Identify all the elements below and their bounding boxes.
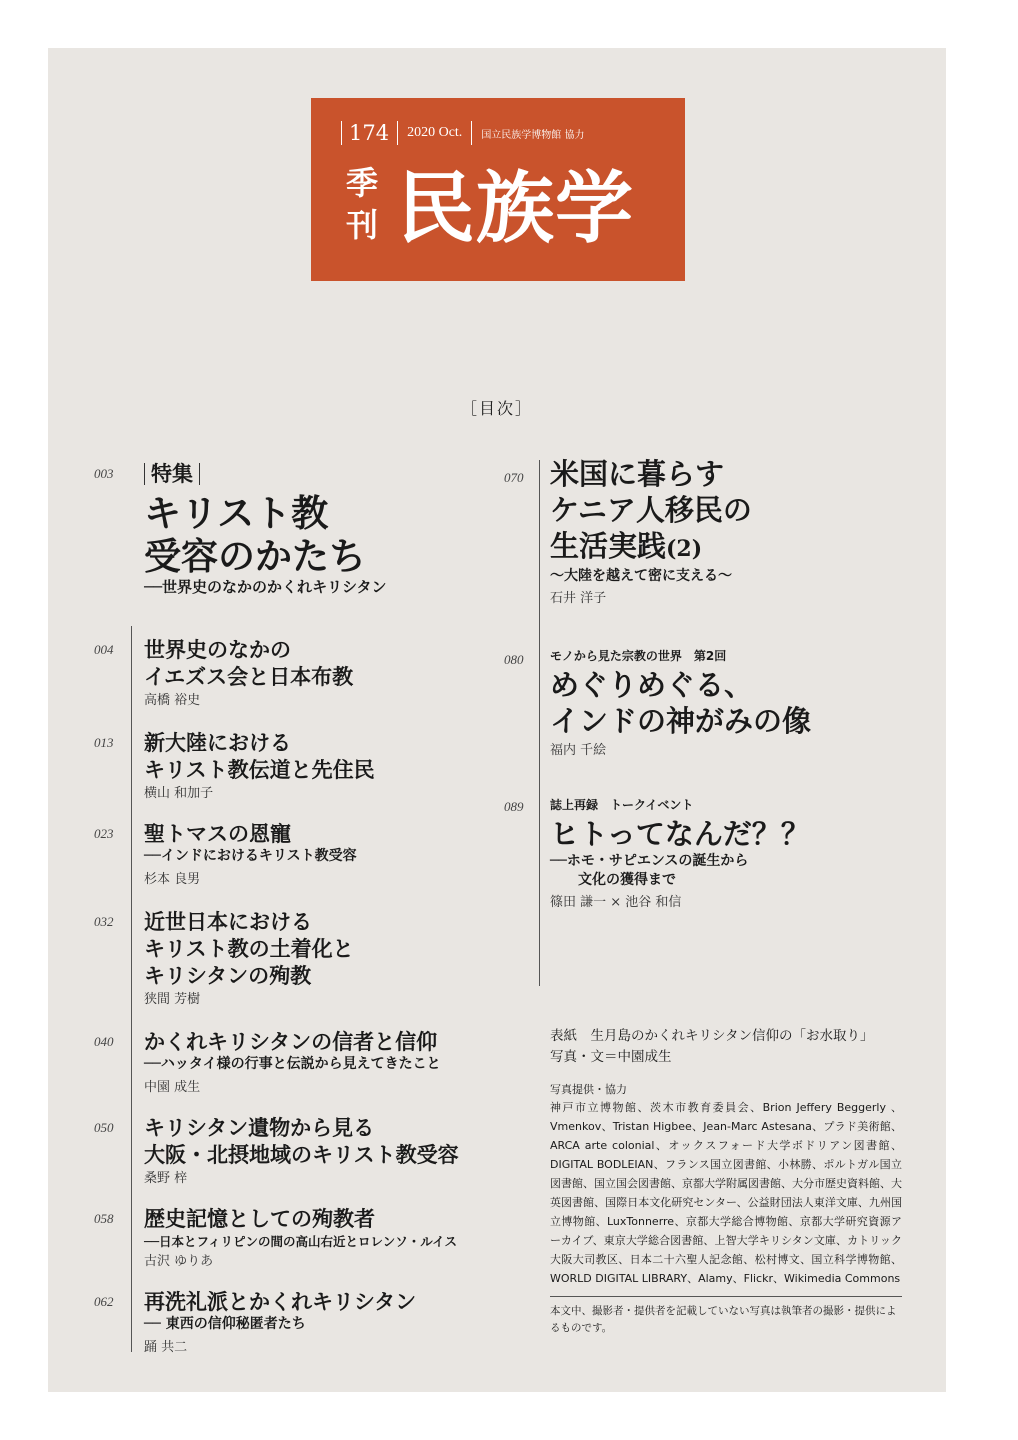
entry-title-line <box>550 528 752 567</box>
photo-note: 本文中、撮影者・提供者を記載していない写真は執筆者の撮影・提供によるものです。 <box>550 1305 897 1334</box>
entry-title-line: 新大陸における <box>144 730 291 755</box>
entry-subtitle: ～大陸を越えて密に支える～ <box>550 568 732 584</box>
masthead <box>311 98 685 281</box>
entry-title-line: 聖トマスの恩寵 <box>144 821 291 846</box>
page-number: 062 <box>94 1294 114 1309</box>
entry-title-line: 世界史のなかの <box>144 637 291 662</box>
entry-author: 杉本 良男 <box>144 872 201 887</box>
entry-title-text: 生活実践 <box>550 529 667 563</box>
entry-author: 古沢 ゆりあ <box>144 1254 214 1269</box>
feature-label: 特集 <box>151 461 193 486</box>
quarterly-char-1: 季 <box>345 164 378 202</box>
feature-block <box>144 460 386 597</box>
quarterly-char-2: 刊 <box>345 206 378 244</box>
masthead-header-row <box>341 120 585 146</box>
cover-photo-credit: 写真・文＝中園成生 <box>550 1049 672 1065</box>
entry-title-line: キリシタン遺物から見る <box>144 1115 375 1140</box>
feature-title-line-1: キリスト教 <box>144 491 329 535</box>
entry-title-line: キリスト教伝道と先住民 <box>144 757 375 782</box>
entry-title-line: 歴史記憶としての殉教者 <box>144 1206 375 1231</box>
entry-title-line: キリシタンの殉教 <box>144 963 312 988</box>
entry-title-line: かくれキリシタンの信者と信仰 <box>144 1029 438 1054</box>
quarterly-label <box>345 162 379 246</box>
entry-title-line: めぐりめぐる、 <box>550 668 754 702</box>
feature-title-line-2: 受容のかたち <box>144 534 366 578</box>
cover-caption: 表紙 生月島のかくれキリシタン信仰の「お水取り」 <box>550 1028 874 1044</box>
entry-title-line: 再洗礼派とかくれキリシタン <box>144 1289 417 1314</box>
entry-title-line: インドの神がみの像 <box>550 704 812 738</box>
entry-author: 石井 洋子 <box>550 591 607 606</box>
entry-title-line: 近世日本における <box>144 909 312 934</box>
entry-subtitle: ──日本とフィリピンの間の高山右近とロレンソ・ルイス <box>144 1234 457 1249</box>
series-kicker: 誌上再録 トークイベント <box>550 798 694 812</box>
entry-title-line: ケニア人移民の <box>550 493 752 527</box>
entry-subtitle: ──ハッタイ様の行事と伝説から見えてきたこと <box>144 1056 441 1072</box>
entry-subtitle: ── 東西の信仰秘匿者たち <box>144 1316 306 1332</box>
page-number: 032 <box>94 914 114 929</box>
entry-author: 踊 共二 <box>144 1340 188 1355</box>
entry-author: 横山 和加子 <box>144 786 214 801</box>
entry-title-line: ヒトってなんだ？？ <box>550 817 810 851</box>
entry-author: 篠田 謙一 × 池谷 和信 <box>550 895 682 910</box>
magazine-page <box>48 48 946 1392</box>
entry-subtitle: ──インドにおけるキリスト教受容 <box>144 848 357 864</box>
divider <box>144 463 145 485</box>
credits-list: 神戸市立博物館、茨木市教育委員会、Brion Jeffery Beggerly 、Vmenkov、Tristan Higbee、Jean-Marc Astesana、プラド美術館、ARCA arte colonial、オックスフォード大学ボドリアン図書館、DIGITAL BODLEIAN、フランス国立図書館、小林勝、ポルトガル国立図書館、国立国会図書館、京都大学附属図書館、大分市歴史資料館、大英図書館、国際日本文化研究センター、公益財団法人東洋文庫、九州国立博物館、LuxTonnerre、京都大学総合博物館、京都大学研究資源アーカイブ、東京大学総合図書館、上智大学キリシタン文庫、カトリック大阪大司教区、日本二十六聖人記念館、松村博文、国立科学博物館、WORLD DIGITAL LIBRARY、Alamy、Flickr、Wikimedia Commons <box>550 1101 902 1285</box>
page-number: 004 <box>94 642 114 657</box>
divider <box>199 463 200 485</box>
column-rule <box>539 460 540 986</box>
page-number: 050 <box>94 1120 114 1135</box>
page-number: 089 <box>504 799 524 814</box>
feature-subtitle: ──世界史のなかのかくれキリシタン <box>144 578 387 596</box>
entry-title-suffix: (2) <box>666 536 703 562</box>
feature-label-row <box>144 460 386 488</box>
magazine-title: 民族学 <box>397 163 635 254</box>
divider <box>550 1296 902 1297</box>
entry-author: 福内 千絵 <box>550 743 607 758</box>
entry-subtitle: ──ホモ・サピエンスの誕生から <box>550 853 749 869</box>
cooperation-note: 国立民族学博物館 協力 <box>481 129 585 141</box>
series-kicker: モノから見た宗教の世界 第2回 <box>550 649 727 663</box>
entry-author: 中園 成生 <box>144 1080 201 1095</box>
entry-subtitle: 文化の獲得まで <box>578 872 676 888</box>
cover-credits <box>550 1026 906 1337</box>
entry-title-line: キリスト教の土着化と <box>144 936 354 961</box>
entry-title-line: 米国に暮らす <box>550 457 725 491</box>
issue-date: 2020 Oct. <box>407 125 463 140</box>
page-number: 003 <box>94 466 114 481</box>
column-rule <box>131 626 132 1352</box>
entry-author: 高橋 裕史 <box>144 693 201 708</box>
entry-title-line: 大阪・北摂地域のキリスト教受容 <box>144 1142 459 1167</box>
issue-number: 174 <box>349 121 390 145</box>
entry-author: 狭間 芳樹 <box>144 992 201 1007</box>
page-number: 080 <box>504 652 524 667</box>
page-number: 013 <box>94 735 114 750</box>
toc-label: ［目次］ <box>460 399 533 418</box>
entry-author: 桑野 梓 <box>144 1171 188 1186</box>
page-number: 023 <box>94 826 114 841</box>
entry-title-line: イエズス会と日本布教 <box>144 664 354 689</box>
credits-heading: 写真提供・協力 <box>550 1083 627 1096</box>
page-number: 058 <box>94 1211 114 1226</box>
page-number: 040 <box>94 1034 114 1049</box>
page-number: 070 <box>504 470 524 485</box>
